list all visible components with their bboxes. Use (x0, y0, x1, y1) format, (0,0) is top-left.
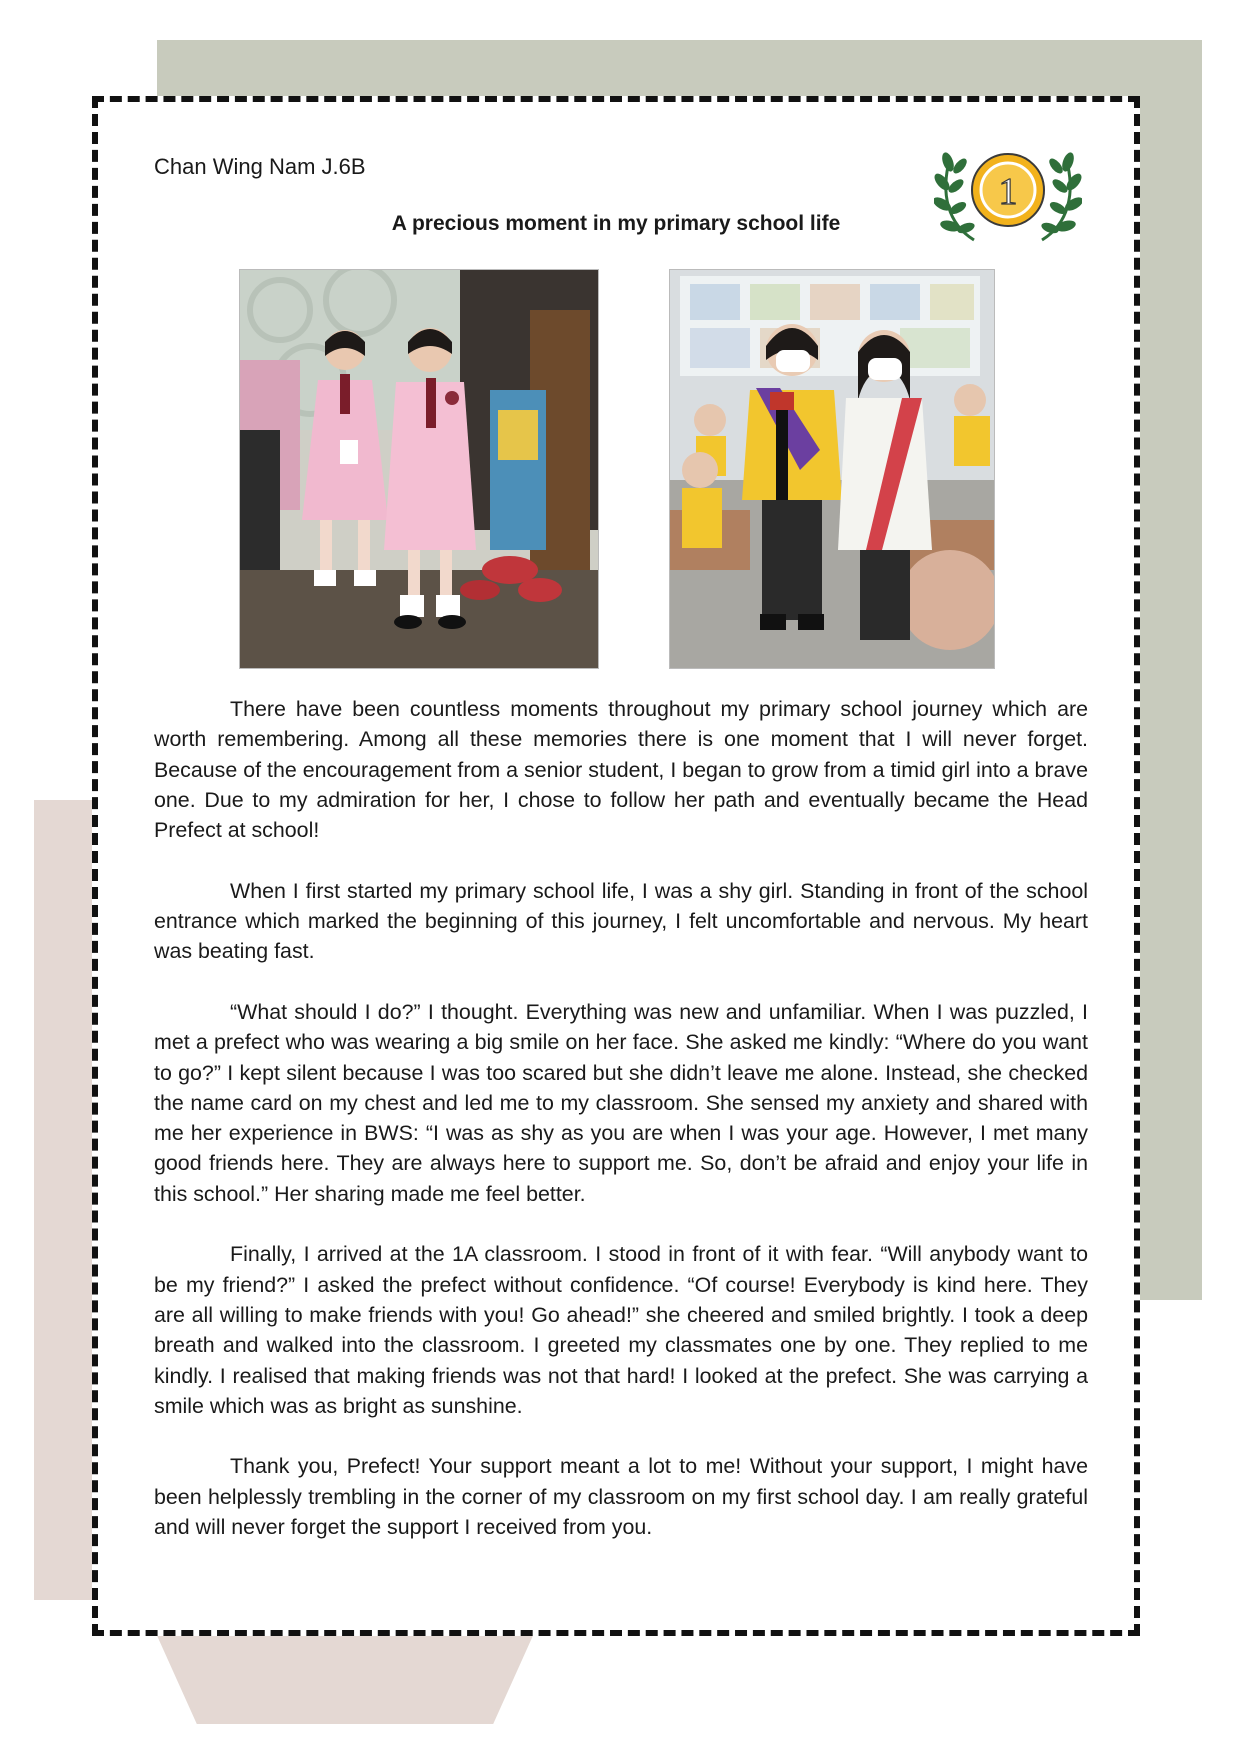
author-line: Chan Wing Nam J.6B (154, 154, 366, 179)
two-older-girls-with-microphone-photo (670, 270, 994, 668)
essay-paragraph-3: “What should I do?” I thought. Everything was new and unfamiliar. When I was puzzled, I met a prefect who was wearing a big smile on her face. She asked me kindly: “Where do you want to go?” I kept silent because I was too scared but she didn’t leave me alone. Instead, she checked the name card on my chest and led me to my classroom. She sensed my anxiety and shared with me her experience in BWS: “I was as shy as you are when I was your age. However, I met many good friends here. They are always here to support me. So, don’t be afraid and enjoy your life in this school.” Her sharing made me feel better. (154, 999, 1088, 1206)
essay-paragraph-4: Finally, I arrived at the 1A classroom. I stood in front of it with fear. “Will anybody want to be my friend?” I asked the prefect without confidence. “Of course! Everybody is kind here. They are all willing to make friends with you! Go ahead!” she cheered and smiled brightly. I took a deep breath and walked into the classroom. I greeted my classmates one by one. They replied to me kindly. I realised that making friends was not that hard! I looked at the prefect. She was carrying a smile which was as bright as sunshine. (154, 1242, 1088, 1418)
essay-title: A precious moment in my primary school life (391, 212, 841, 235)
essay-paragraph-1: There have been countless moments throughout my primary school journey which are worth remembering. Among all these memories there is one moment that I will never forget. Because of the encouragement from a senior student, I began to grow from a timid girl into a brave one. Due to my admiration for her, I chose to follow her path and eventually became the Head Prefect at school! (154, 697, 1088, 843)
two-young-girls-in-pink-uniform-photo (240, 270, 598, 668)
essay-body (154, 694, 1088, 1573)
essay-paragraph-2: When I first started my primary school life, I was a shy girl. Standing in front of the school entrance which marked the beginning of this journey, I felt uncomfortable and nervous. My heart was beating fast. (154, 878, 1088, 964)
essay-card (92, 96, 1140, 1636)
essay-paragraph-5: Thank you, Prefect! Your support meant a lot to me! Without your support, I might have been helplessly trembling in the corner of my classroom on my first school day. I am really grateful and will never forget the support I received from you. (154, 1454, 1088, 1540)
background-white-notch (1140, 1300, 1240, 1600)
medal-number: 1 (998, 171, 1018, 213)
